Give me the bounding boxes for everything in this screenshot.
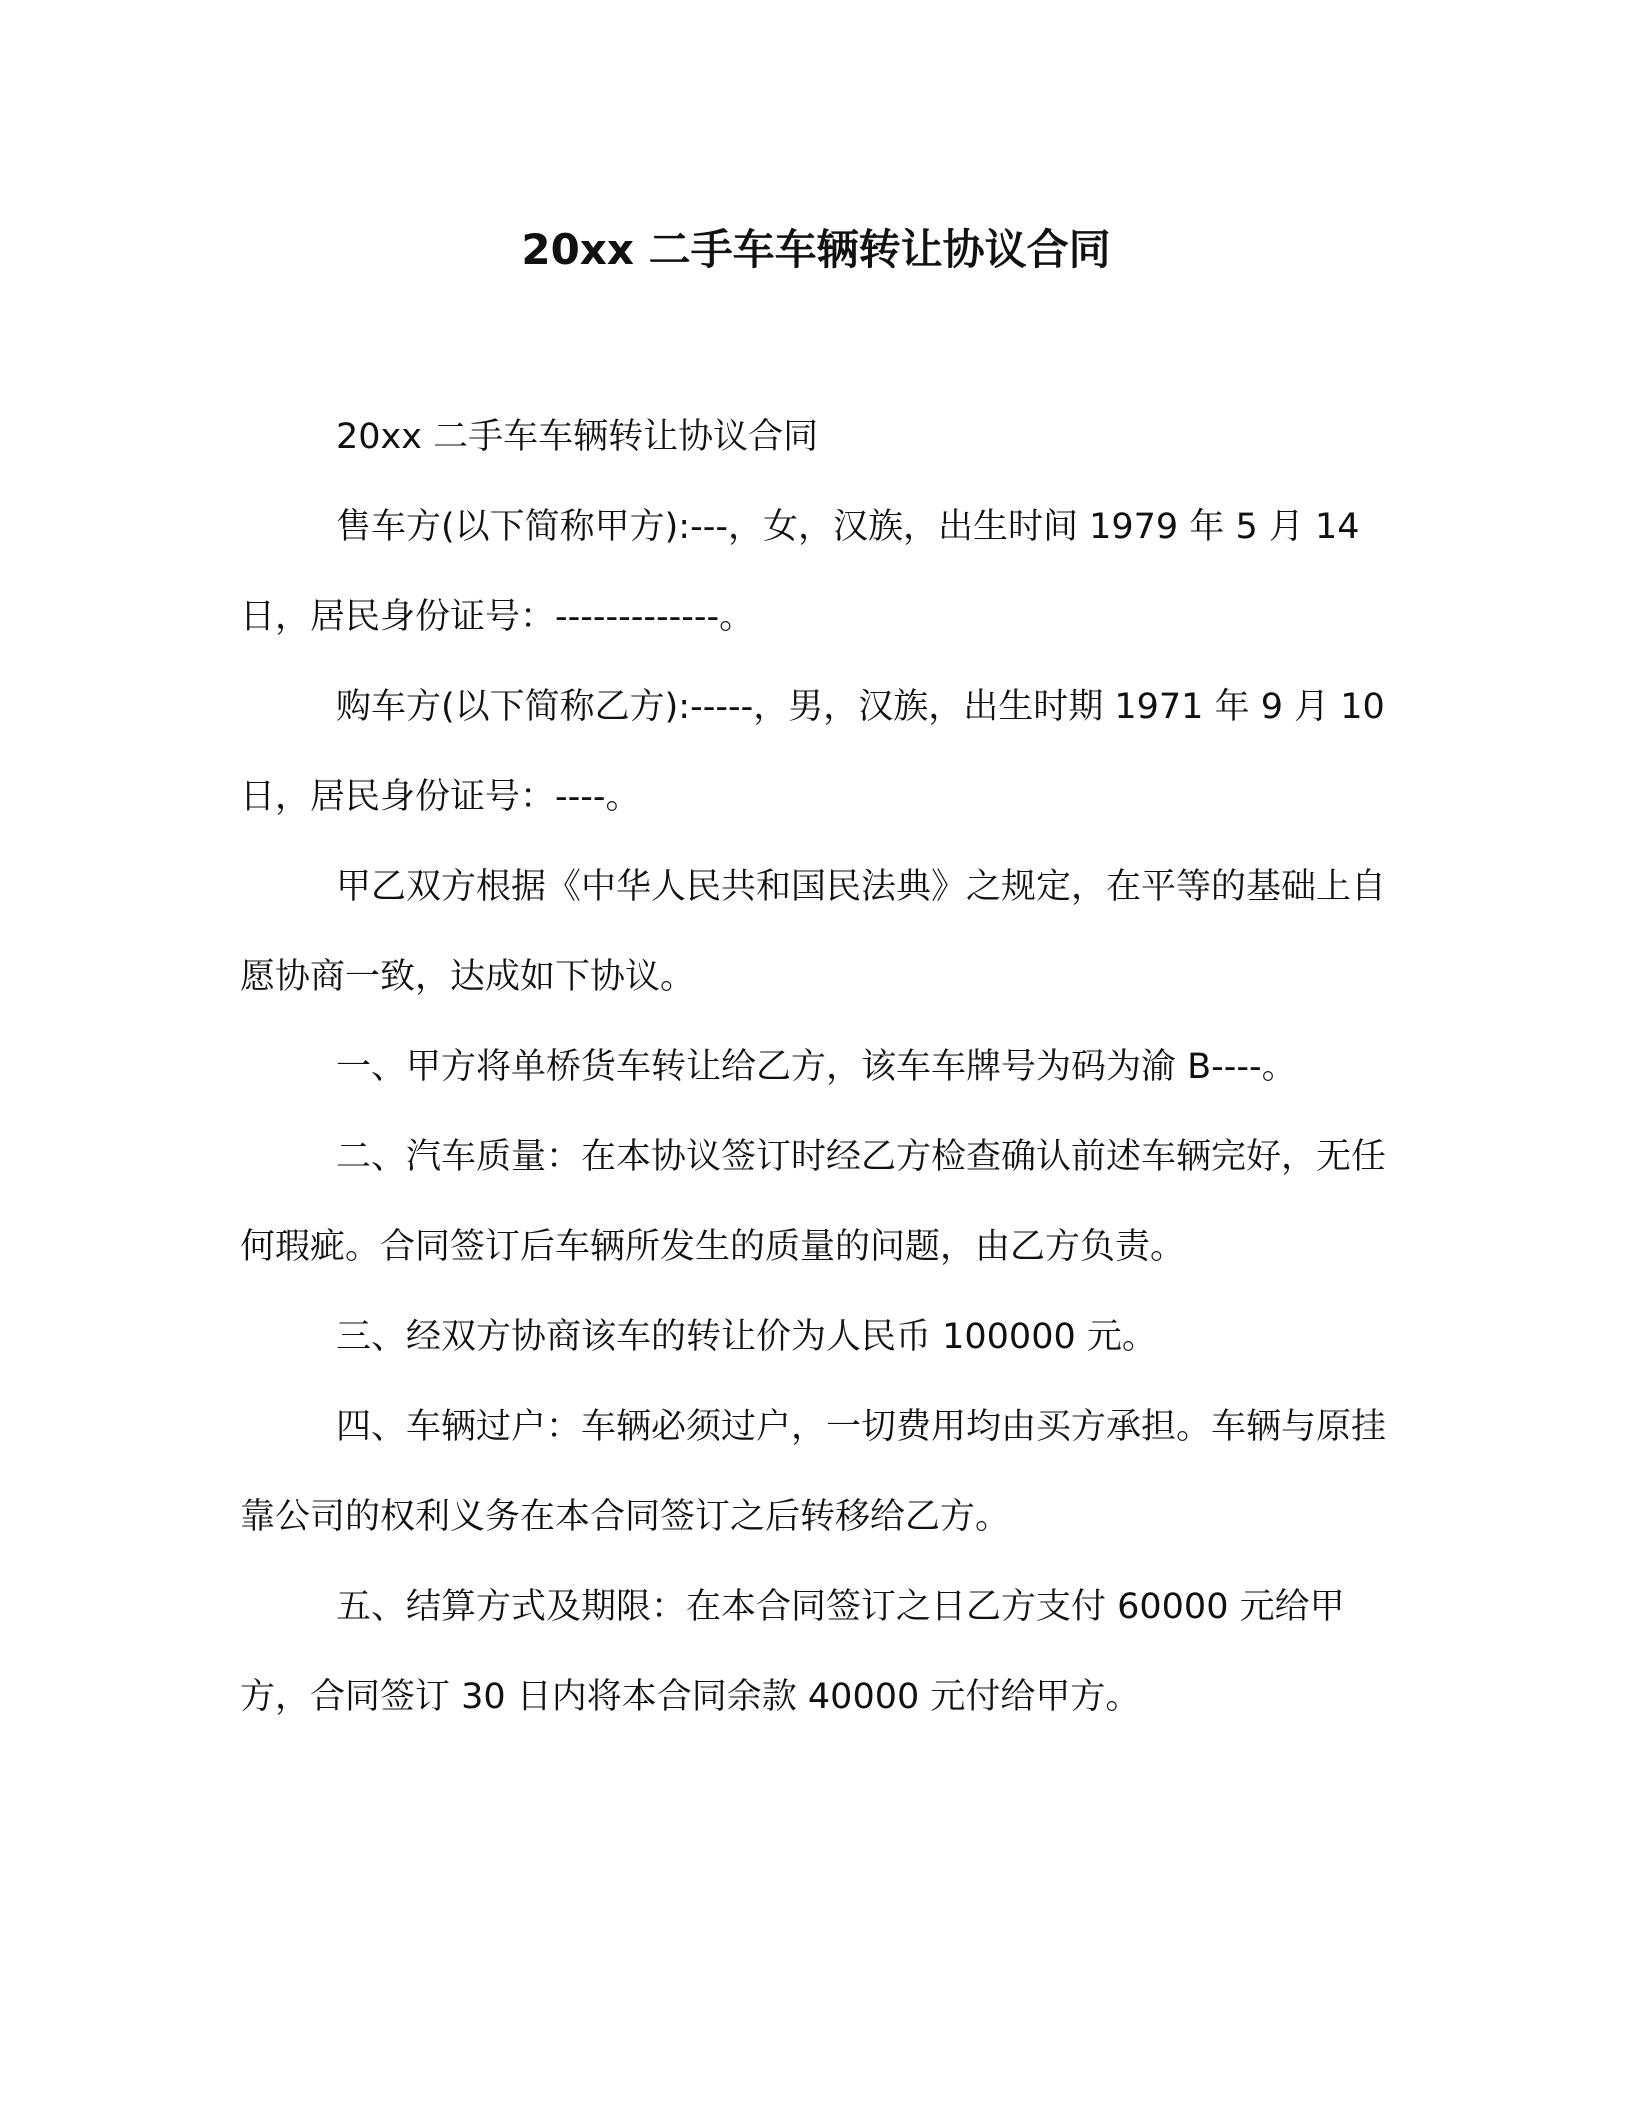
paragraph-clause-5: 五、结算方式及期限：在本合同签订之日乙方支付 60000 元给甲方，合同签订 30 日内将本合同余款 40000 元付给甲方。 (240, 1587, 1345, 1717)
paragraph-seller: 售车方(以下简称甲方):---，女，汉族，出生时间 1979 年 5 月 14 日，居民身份证号：-------------。 (240, 507, 1360, 637)
document-title: 20xx 二手车车辆转让协议合同 (521, 225, 1111, 274)
paragraph-clause-4: 四、车辆过户：车辆必须过户，一切费用均由买方承担。车辆与原挂靠公司的权利义务在本合同签订之后转移给乙方。 (240, 1407, 1387, 1537)
paragraph-buyer: 购车方(以下简称乙方):-----，男，汉族，出生时期 1971 年 9 月 10 日，居民身份证号：----。 (240, 687, 1385, 817)
paragraph-clause-3: 三、经双方协商该车的转让价为人民币 100000 元。 (336, 1317, 1157, 1357)
paragraph-legal-basis: 甲乙双方根据《中华人民共和国民法典》之规定，在平等的基础上自愿协商一致，达成如下协议。 (240, 867, 1387, 997)
paragraph-clause-1: 一、甲方将单桥货车转让给乙方，该车车牌号为码为渝 B----。 (336, 1047, 1297, 1087)
document-body (240, 392, 1392, 1742)
paragraph-subtitle: 20xx 二手车车辆转让协议合同 (336, 417, 819, 457)
paragraph-clause-2: 二、汽车质量：在本协议签订时经乙方检查确认前述车辆完好，无任何瑕疵。合同签订后车辆所发生的质量的问题，由乙方负责。 (240, 1137, 1387, 1267)
